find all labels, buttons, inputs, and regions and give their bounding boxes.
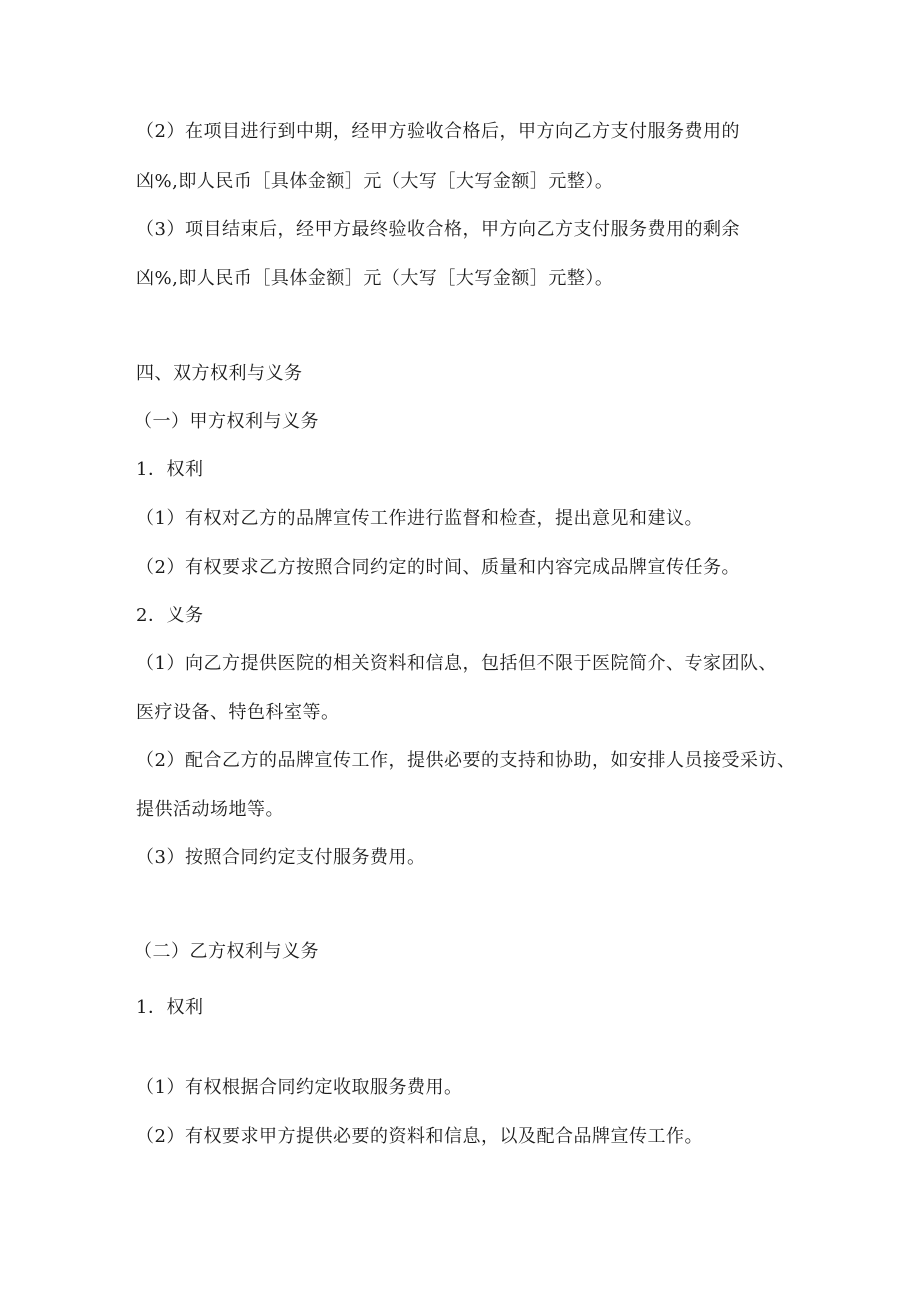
party-a-rights-heading: 1．权利 — [136, 459, 204, 480]
party-a-right-1: （1）有权对乙方的品牌宣传工作进行监督和检查，提出意见和建议。 — [136, 508, 703, 529]
payment-clause-3-line-2: 凶%,即人民币［具体金额］元（大写［大写金额］元整）。 — [136, 268, 614, 289]
party-a-obligation-1-line-1: （1）向乙方提供医院的相关资料和信息，包括但不限于医院简介、专家团队、 — [136, 653, 777, 674]
party-b-right-1: （1）有权根据合同约定收取服务费用。 — [136, 1077, 463, 1098]
party-a-obligation-3: （3）按照合同约定支付服务费用。 — [136, 847, 426, 868]
party-a-obligation-2-line-1: （2）配合乙方的品牌宣传工作，提供必要的支持和协助，如安排人员接受采访、 — [136, 750, 796, 771]
payment-clause-2-line-2: 凶%,即人民币［具体金额］元（大写［大写金额］元整）。 — [136, 171, 614, 192]
payment-clause-2-line-1: （2）在项目进行到中期，经甲方验收合格后，甲方向乙方支付服务费用的 — [136, 121, 740, 142]
party-a-obligation-1-line-2: 医疗设备、特色科室等。 — [136, 702, 340, 723]
party-b-right-2: （2）有权要求甲方提供必要的资料和信息，以及配合品牌宣传工作。 — [136, 1126, 703, 1147]
payment-clause-3-line-1: （3）项目结束后，经甲方最终验收合格，甲方向乙方支付服务费用的剩余 — [136, 219, 740, 240]
party-a-obligations-heading: 2．义务 — [136, 605, 204, 626]
section-heading-rights-obligations: 四、双方权利与义务 — [136, 363, 303, 384]
party-b-rights-heading: 1．权利 — [136, 997, 204, 1018]
subsection-heading-party-a: （一）甲方权利与义务 — [134, 411, 319, 432]
party-a-right-2: （2）有权要求乙方按照合同约定的时间、质量和内容完成品牌宣传任务。 — [136, 557, 740, 578]
party-a-obligation-2-line-2: 提供活动场地等。 — [136, 799, 284, 820]
subsection-heading-party-b: （二）乙方权利与义务 — [134, 941, 319, 962]
